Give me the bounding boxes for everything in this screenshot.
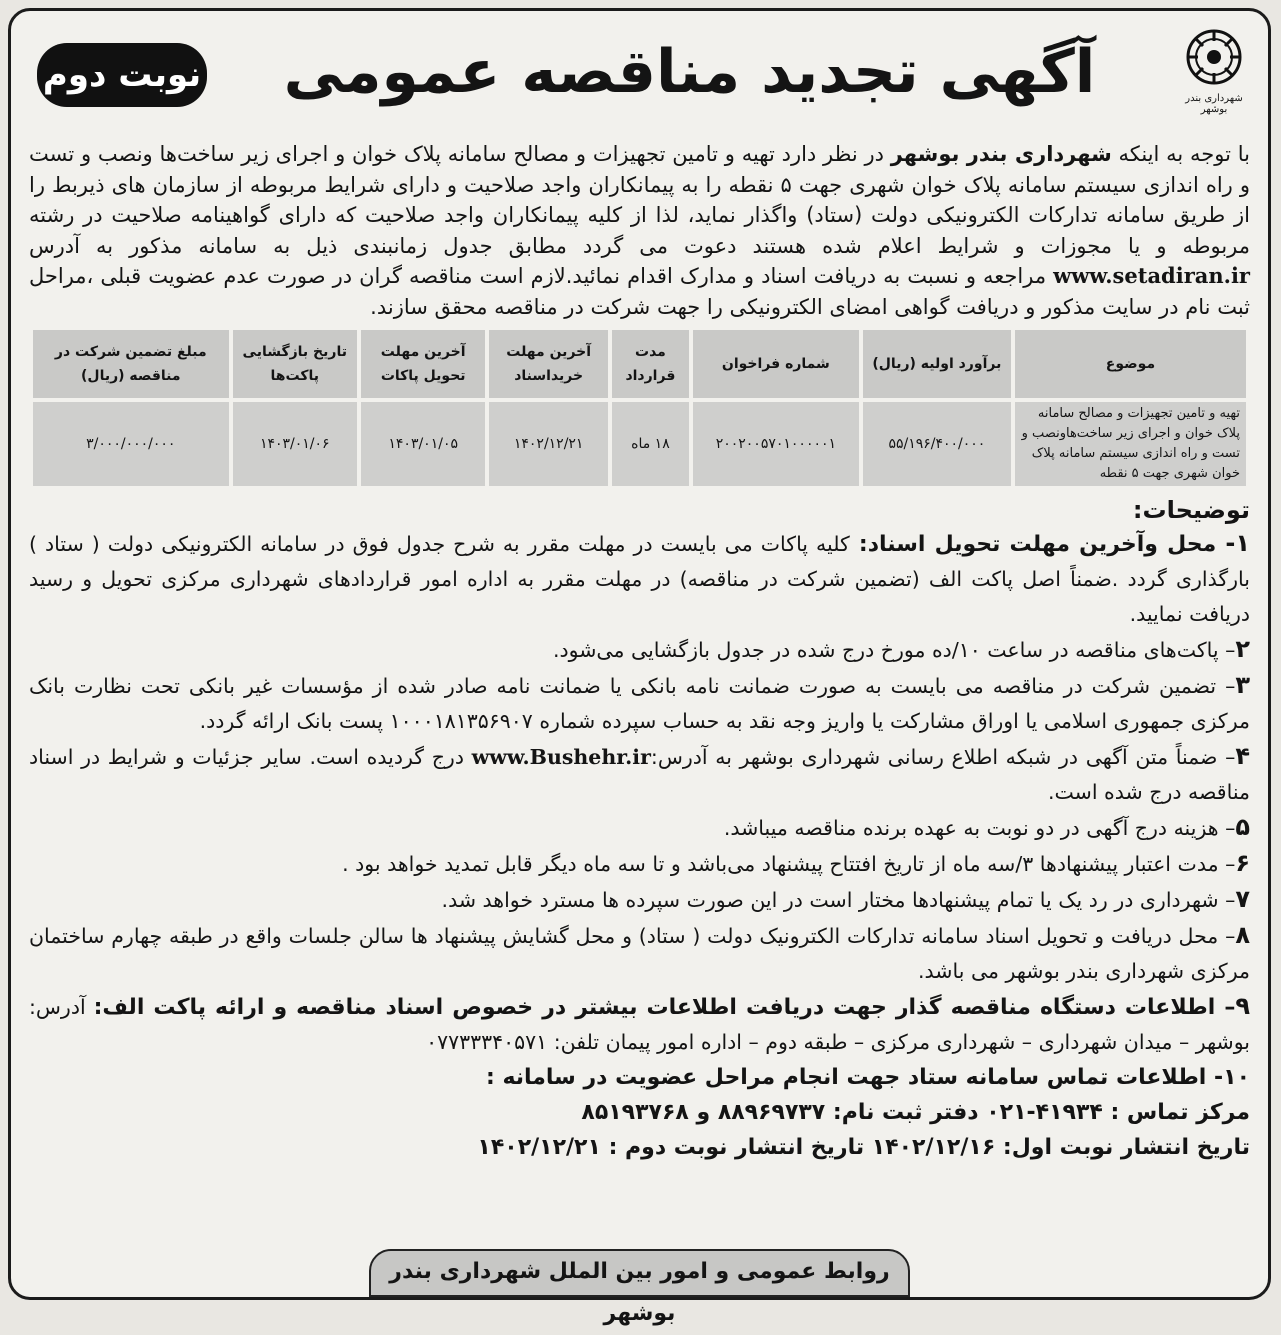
intro-text-3: مراجعه و نسبت به دریافت اسناد و مدارک اقدام نمائید.لازم است مناقصه گران در صورت عدم عضویت قبلی ،مراحل ثبت نام در سایت مذکور و دریافت گواهی امضای الکترونیکی را جهت شرکت در مناقصه محقق سازند.	[29, 264, 1250, 319]
note-number: ۴	[1235, 742, 1250, 770]
table-header-cell: آخرین مهلت خریداسناد	[489, 330, 608, 398]
table-header-cell: مدت قرارداد	[612, 330, 689, 398]
intro-text-1: با توجه به اینکه	[1111, 142, 1250, 166]
note-item-10	[29, 1060, 1250, 1095]
table-row	[33, 402, 1246, 486]
note-heading: ۱۰- اطلاعات تماس سامانه ستاد جهت انجام مراحل عضویت در سامانه :	[485, 1065, 1250, 1090]
note-item-7	[29, 882, 1250, 918]
note-number: ۷	[1235, 885, 1250, 913]
table-cell: ۱۴۰۳/۰۱/۰۵	[361, 402, 485, 486]
note-number: ۲	[1235, 635, 1250, 663]
intro-text-2: در نظر دارد تهیه و تامین تجهیزات و مصالح سامانه پلاک خوان و اجرای زیر ساخت‌ها ونصب و تست و راه اندازی سیستم سامانه پلاک خوان شهری جهت ۵ نقطه را به پیمانکاران واجد صلاحیت و دارای شرایط مربوطه از سازمان های ذیربط را از طریق سامانه تدارکات الکترونیکی دولت (ستاد) واگذار نماید، لذا از کلیه پیمانکاران واجد صلاحیت که دارای گواهینامه صلاحیت در رشته مربوطه و یا مجوزات و شرایط اعلام شده هستند دعوت می گردد مطابق جدول زمانبندی ذیل به سامانه مذکور به آدرس	[29, 142, 1250, 258]
note-number: ۹	[1235, 992, 1250, 1020]
contact-text: مرکز تماس : ۴۱۹۳۴-۰۲۱ دفتر ثبت نام: ۸۸۹۶۹۷۳۷ و ۸۵۱۹۳۷۶۸	[581, 1100, 1250, 1125]
notes-title: توضیحات:	[1132, 496, 1250, 524]
note-number: ۱-	[1225, 529, 1251, 557]
note-number: ۳	[1235, 671, 1250, 699]
note-item-3	[29, 668, 1250, 739]
note-item-6	[29, 846, 1250, 882]
table-cell: ۱۴۰۳/۰۱/۰۶	[233, 402, 357, 486]
note-text: – مدت اعتبار پیشنهادها ۳/سه ماه از تاریخ افتتاح پیشنهاد می‌باشد و تا سه ماه دیگر قابل تمدید خواهد بود .	[342, 852, 1236, 876]
table-cell: ۲۰۰۲۰۰۵۷۰۱۰۰۰۰۰۱	[693, 402, 859, 486]
logo-caption: شهرداری بندر بوشهر	[1185, 93, 1243, 115]
note-heading: محل وآخرین مهلت تحویل اسناد:	[849, 532, 1226, 557]
table-header-cell: موضوع	[1015, 330, 1246, 398]
table-header-cell: آخرین مهلت تحویل پاکات	[361, 330, 485, 398]
table-header-cell: مبلغ تضمین شرکت در مناقصه (ریال)	[33, 330, 229, 398]
setad-url-link[interactable]: www.setadiran.ir	[1053, 263, 1250, 288]
note-number: ۵	[1235, 813, 1250, 841]
table-cell: ۱۴۰۲/۱۲/۲۱	[489, 402, 608, 486]
note-item-1	[29, 526, 1250, 632]
note-text: – تضمین شرکت در مناقصه می بایست به صورت ضمانت نامه بانکی یا ضمانت نامه صادر شده از مؤسسات غیر بانکی تحت نظارت بانک مرکزی جمهوری اسلامی یا اوراق مشارکت یا واریز وجه نقد به حساب سپرده شماره ۱۰۰۰۱۸۱۳۵۶۹۰۷ پست بانک ارائه گردد.	[29, 674, 1250, 733]
table-cell: تهیه و تامین تجهیزات و مصالح سامانه پلاک خوان و اجرای زیر ساخت‌هاونصب و تست و راه اندازی سیستم سامانه پلاک خوان شهری جهت ۵ نقطه	[1015, 402, 1246, 486]
table-header-cell: برآورد اولیه (ریال)	[863, 330, 1011, 398]
intro-paragraph	[29, 139, 1250, 322]
note-text: آدرس: بوشهر – میدان شهرداری – شهرداری مرکزی – طبقه دوم – اداره امور پیمان تلفن: ۰۷۷۳۳۳۴۰۵۷۱	[29, 995, 1250, 1054]
note-item-2	[29, 632, 1250, 668]
publish-dates: تاریخ انتشار نوبت اول: ۱۴۰۲/۱۲/۱۶ تاریخ انتشار نوبت دوم : ۱۴۰۲/۱۲/۲۱	[477, 1135, 1250, 1160]
organization-name: شهرداری بندر بوشهر	[890, 142, 1112, 166]
header	[29, 21, 1250, 139]
table-header-row	[33, 330, 1246, 398]
notice-sheet	[8, 8, 1271, 1326]
note-number: ۸	[1235, 921, 1250, 949]
footer-banner: روابط عمومی و امور بین الملل شهرداری بندر بوشهر	[369, 1249, 910, 1297]
note-item-4	[29, 739, 1250, 810]
table-cell: ۱۸ ماه	[612, 402, 689, 486]
note-text: کلیه پاکات می بایست در مهلت مقرر به شرح جدول فوق در سامانه الکترونیکی دولت ( ستاد ) بارگذاری گردد .ضمناً اصل پاکت الف (تضمین شرکت در مناقصه) در مهلت مقرر به اداره امور قراردادهای شهرداری مرکزی تحویل و رسید دریافت نمایید.	[29, 532, 1250, 626]
municipality-emblem-icon	[1185, 27, 1243, 91]
note-text: – هزینه درج آگهی در دو نوبت به عهده برنده مناقصه میباشد.	[723, 816, 1236, 840]
table-cell: ۳/۰۰۰/۰۰۰/۰۰۰	[33, 402, 229, 486]
bushehr-url-link[interactable]: www.Bushehr.ir	[471, 745, 651, 769]
logo	[1178, 27, 1250, 119]
contact-line	[29, 1095, 1250, 1130]
note-item-9	[29, 989, 1250, 1060]
table-header-cell: شماره فراخوان	[693, 330, 859, 398]
round-badge: نوبت دوم	[37, 43, 207, 107]
table-header-cell: تاریخ بازگشایی پاکت‌ها	[233, 330, 357, 398]
publish-dates-line	[29, 1130, 1250, 1165]
note-text: – ضمناً متن آگهی در شبکه اطلاع رسانی شهرداری بوشهر به آدرس:	[650, 745, 1236, 769]
note-text: – محل دریافت و تحویل اسناد سامانه تدارکات الکترونیک دولت ( ستاد) و محل گشایش پیشنهاد ها سالن جلسات واقع در طبقه چهارم ساختمان مرکزی شهرداری بندر بوشهر می باشد.	[29, 924, 1250, 983]
note-text: درج گردیده است. سایر جزئیات و شرایط در اسناد مناقصه درج شده است.	[29, 745, 1250, 804]
note-number: ۶	[1235, 849, 1250, 877]
page-title: آگهی تجدید مناقصه عمومی	[283, 37, 1096, 107]
note-text: – پاکت‌های مناقصه در ساعت ۱۰/ده مورخ درج شده در جدول بازگشایی می‌شود.	[553, 638, 1236, 662]
note-heading: – اطلاعات دستگاه مناقصه گذار جهت دریافت اطلاعات بیشتر در خصوص اسناد مناقصه و ارائه پاکت الف:	[93, 995, 1236, 1020]
note-item-5	[29, 810, 1250, 846]
note-item-8	[29, 918, 1250, 989]
table-cell: ۵۵/۱۹۶/۴۰۰/۰۰۰	[863, 402, 1011, 486]
tender-table	[29, 326, 1250, 490]
note-text: – شهرداری در رد یک یا تمام پیشنهادها مختار است در این صورت سپرده ها مسترد خواهد شد.	[441, 888, 1236, 912]
